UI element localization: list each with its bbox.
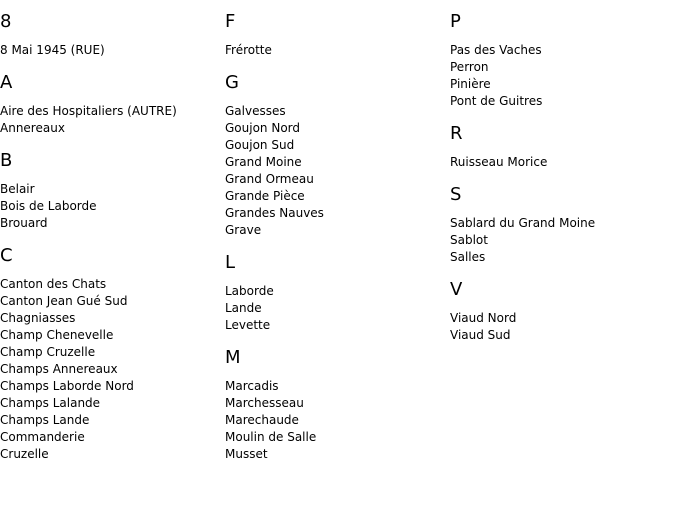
street-link[interactable]: Pas des Vaches [450, 43, 542, 57]
letter-heading: C [0, 245, 13, 266]
letter-group [450, 122, 670, 171]
street-link[interactable]: 8 Mai 1945 (RUE) [0, 43, 105, 57]
street-list [450, 42, 670, 110]
street-link[interactable]: Sablot [450, 233, 488, 247]
street-link[interactable]: Champ Chenevelle [0, 328, 114, 342]
street-list [450, 310, 670, 344]
letter-heading: P [450, 11, 461, 32]
street-link[interactable]: Galvesses [225, 104, 286, 118]
street-list [225, 103, 445, 239]
street-link[interactable]: Marcadis [225, 379, 279, 393]
street-link[interactable]: Annereaux [0, 121, 65, 135]
street-link[interactable]: Grave [225, 223, 262, 237]
letter-group [450, 10, 670, 110]
street-link[interactable]: Viaud Sud [450, 328, 511, 342]
letter-group [225, 251, 445, 334]
letter-group [225, 346, 445, 463]
street-link[interactable]: Lande [225, 301, 262, 315]
letter-group [0, 10, 220, 59]
street-list [0, 42, 220, 59]
street-link[interactable]: Salles [450, 250, 486, 264]
street-link[interactable]: Moulin de Salle [225, 430, 317, 444]
street-link[interactable]: Champs Lalande [0, 396, 101, 410]
street-list [0, 276, 220, 463]
street-link[interactable]: Champ Cruzelle [0, 345, 96, 359]
index-column [450, 10, 670, 356]
street-link[interactable]: Frérotte [225, 43, 272, 57]
street-link[interactable]: Commanderie [0, 430, 85, 444]
street-link[interactable]: Laborde [225, 284, 274, 298]
street-link[interactable]: Brouard [0, 216, 48, 230]
street-link[interactable]: Champs Annereaux [0, 362, 118, 376]
letter-group [225, 10, 445, 59]
street-list [0, 103, 220, 137]
letter-heading: G [225, 72, 239, 93]
street-link[interactable]: Perron [450, 60, 489, 74]
letter-group [0, 244, 220, 463]
street-link[interactable]: Canton des Chats [0, 277, 107, 291]
street-link[interactable]: Grand Ormeau [225, 172, 314, 186]
street-link[interactable]: Grand Moine [225, 155, 302, 169]
letter-group [0, 71, 220, 137]
street-link[interactable]: Marchesseau [225, 396, 304, 410]
street-list [450, 215, 670, 266]
street-link[interactable]: Levette [225, 318, 271, 332]
street-link[interactable]: Cruzelle [0, 447, 49, 461]
letter-heading: M [225, 347, 241, 368]
letter-heading: F [225, 11, 236, 32]
street-list [225, 283, 445, 334]
street-link[interactable]: Champs Lande [0, 413, 90, 427]
street-link[interactable]: Goujon Sud [225, 138, 295, 152]
street-link[interactable]: Musset [225, 447, 268, 461]
street-link[interactable]: Canton Jean Gué Sud [0, 294, 128, 308]
street-list [0, 181, 220, 232]
street-link[interactable]: Bois de Laborde [0, 199, 97, 213]
street-link[interactable]: Grandes Nauves [225, 206, 324, 220]
street-link[interactable]: Aire des Hospitaliers (AUTRE) [0, 104, 177, 118]
street-link[interactable]: Champs Laborde Nord [0, 379, 134, 393]
letter-heading: 8 [0, 11, 12, 32]
street-list [225, 378, 445, 463]
letter-group [450, 183, 670, 266]
street-link[interactable]: Pinière [450, 77, 491, 91]
letter-heading: V [450, 279, 463, 300]
letter-heading: R [450, 123, 463, 144]
index-column [225, 10, 445, 475]
street-list [225, 42, 445, 59]
letter-heading: A [0, 72, 13, 93]
street-link[interactable]: Grande Pièce [225, 189, 305, 203]
street-link[interactable]: Chagniasses [0, 311, 76, 325]
letter-group [450, 278, 670, 344]
index-column [0, 10, 220, 475]
letter-heading: S [450, 184, 462, 205]
street-link[interactable]: Pont de Guitres [450, 94, 543, 108]
letter-heading: L [225, 252, 236, 273]
street-link[interactable]: Marechaude [225, 413, 299, 427]
street-link[interactable]: Sablard du Grand Moine [450, 216, 596, 230]
street-list [450, 154, 670, 171]
street-link[interactable]: Goujon Nord [225, 121, 300, 135]
letter-group [225, 71, 445, 239]
street-link[interactable]: Belair [0, 182, 35, 196]
street-link[interactable]: Viaud Nord [450, 311, 517, 325]
letter-heading: B [0, 150, 13, 171]
street-link[interactable]: Ruisseau Morice [450, 155, 548, 169]
letter-group [0, 149, 220, 232]
